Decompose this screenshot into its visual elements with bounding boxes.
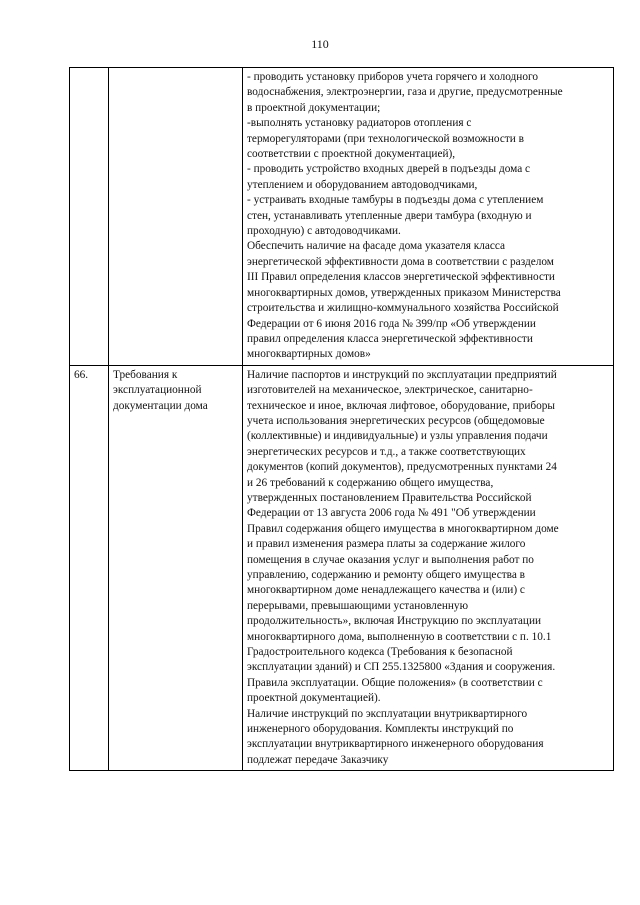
text-line: документов (копий документов), предусмотренных пунктами 24: [247, 461, 557, 474]
table-row: [70, 365, 614, 771]
item-text-cell: [243, 365, 614, 771]
item-name-cell: [109, 365, 243, 771]
text-line: - проводить установку приборов учета горячего и холодного: [247, 71, 538, 83]
text-line: соответствии с проектной документацией),: [247, 148, 456, 161]
text-line: -выполнять установку радиаторов отопления с: [247, 117, 472, 130]
text-line: Обеспечить наличие на фасаде дома указателя класса: [247, 240, 506, 253]
text-line: энергетической эффективности дома в соответствии с разделом: [247, 255, 554, 268]
text-line: - устраивать входные тамбуры в подъезды дома с утеплением: [247, 194, 544, 207]
requirements-table: [69, 67, 614, 771]
text-line: Федерации от 13 августа 2006 года № 491 "Об утверждении: [247, 507, 536, 520]
text-line: строительства и жилищно-коммунального хозяйства Российской: [247, 302, 559, 315]
text-line: (коллективные) и индивидуальные) и узлы управления подачи: [247, 430, 548, 443]
item-name-line: Требования к: [113, 368, 178, 381]
text-line: Наличие паспортов и инструкций по эксплуатации предприятий: [247, 368, 557, 381]
text-line: проектной документацией).: [247, 692, 381, 705]
text-line: Правил содержания общего имущества в многоквартирном доме: [247, 522, 559, 535]
text-line: III Правил определения классов энергетической эффективности: [247, 271, 555, 284]
item-name-cell: [109, 68, 243, 366]
text-line: и правил изменения размера платы за содержание жилого: [247, 538, 526, 551]
text-line: продолжительность», включая Инструкцию по эксплуатации: [247, 615, 542, 628]
text-line: изготовителей на механическое, электрическое, санитарно-: [247, 384, 533, 397]
text-line: в проектной документации;: [247, 101, 381, 114]
text-line: помещения в случае оказания услуг и выполнения работ по: [247, 553, 534, 566]
text-line: Правила эксплуатации. Общие положения» (в соответствии с: [247, 676, 543, 689]
text-line: многоквартирных домов»: [247, 348, 371, 361]
item-name-line: документации дома: [113, 399, 208, 412]
item-name-line: эксплуатационной: [113, 384, 202, 397]
text-line: многоквартирных домов, утвержденных приказом Министерства: [247, 286, 561, 299]
text-line: - проводить устройство входных дверей в подъезды дома с: [247, 163, 531, 176]
table-row: [70, 68, 614, 366]
item-text-cell: [243, 68, 614, 366]
text-line: Федерации от 6 июня 2016 года № 399/пр «Об утверждении: [247, 317, 536, 330]
text-line: Градостроительного кодекса (Требования к безопасной: [247, 646, 513, 659]
text-line: подлежат передаче Заказчику: [247, 753, 389, 766]
text-line: техническое и иное, включая лифтовое, оборудование, приборы: [247, 399, 556, 412]
text-line: многоквартирном доме ненадлежащего качества и (или) с: [247, 584, 525, 597]
text-line: терморегуляторами (при технологической возможности в: [247, 132, 524, 145]
text-line: правил определения класса энергетической эффективности: [247, 332, 533, 345]
item-number-cell: [70, 365, 109, 771]
text-line: многоквартирного дома, выполненную в соответствии с п. 10.1: [247, 630, 552, 643]
text-line: и 26 требований к содержанию общего имущества,: [247, 476, 494, 489]
text-line: водоснабжения, электроэнергии, газа и другие, предусмотренные: [247, 86, 563, 99]
text-line: инженерного оборудования. Комплекты инструкций по: [247, 723, 514, 736]
text-line: учета использования энергетических ресурсов (общедомовые: [247, 414, 545, 427]
text-line: управлению, содержанию и ремонту общего имущества в: [247, 569, 526, 581]
text-line: стен, устанавливать утепленные двери тамбура (входную и: [247, 209, 532, 222]
item-number: 66.: [74, 368, 89, 381]
item-number-cell: [70, 68, 109, 366]
text-line: Наличие инструкций по эксплуатации внутриквартирного: [247, 707, 528, 720]
text-line: проходную) с автодоводчиками.: [247, 225, 401, 238]
text-line: эксплуатации зданий) и СП 255.1325800 «Здания и сооружения.: [247, 661, 556, 674]
text-line: энергетических ресурсов и т.д., а также соответствующих: [247, 445, 526, 458]
text-line: утвержденных постановлением Правительства Российской: [247, 491, 532, 504]
text-line: утеплением и оборудованием автодоводчиками,: [247, 178, 478, 191]
text-line: перерывами, превышающими установленную: [247, 599, 469, 612]
text-line: эксплуатации внутриквартирного инженерного оборудования: [247, 738, 544, 751]
page-number: 110: [311, 37, 329, 51]
